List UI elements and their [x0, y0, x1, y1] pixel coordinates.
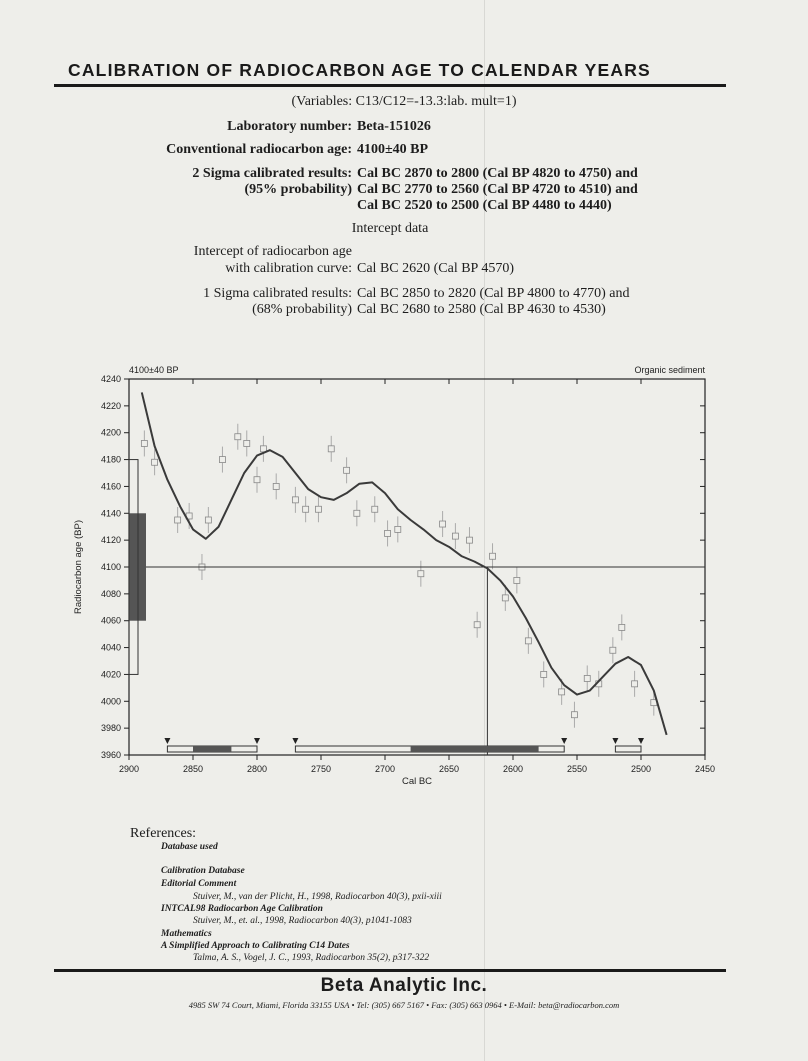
data-point [235, 434, 241, 440]
data-point [292, 497, 298, 503]
footer-rule [54, 969, 726, 972]
chart-title-right: Organic sediment [634, 365, 705, 375]
one-sigma-calendar-range [411, 746, 539, 752]
y-tick-label: 4200 [100, 427, 121, 438]
data-point [244, 440, 250, 446]
x-tick-label: 2900 [118, 764, 140, 774]
two-sigma-range-2: Cal BC 2770 to 2560 (Cal BP 4720 to 4510) and [357, 182, 638, 197]
y-tick-label: 4240 [100, 374, 121, 384]
one-sigma-label: 1 Sigma calibrated results: [203, 286, 352, 301]
reference-line: Editorial Comment [161, 879, 237, 889]
range-marker [561, 738, 567, 744]
chart-title-left: 4100±40 BP [129, 365, 179, 375]
y-tick-label: 4220 [100, 400, 121, 411]
y-tick-label: 4060 [100, 615, 121, 626]
intercept-label-2: with calibration curve: [225, 261, 352, 276]
references-heading: References: [130, 826, 197, 841]
data-point [440, 521, 446, 527]
data-point [452, 533, 458, 539]
data-point [141, 440, 147, 446]
two-sigma-probability: (95% probability) [244, 182, 352, 197]
one-sigma-range-1: Cal BC 2850 to 2820 (Cal BP 4800 to 4770) and [357, 286, 630, 301]
y-tick-label: 4140 [100, 508, 121, 519]
reference-line: Stuiver, M., et. al., 1998, Radiocarbon 40(3), p1041-1083 [193, 916, 412, 926]
y-tick-label: 4180 [100, 454, 121, 465]
y-tick-label: 4160 [100, 481, 121, 492]
contact-info: 4985 SW 74 Court, Miami, Florida 33155 USA • Tel: (305) 667 5167 • Fax: (305) 663 0964 • E-Mail: beta@radiocarbon.com [188, 1000, 620, 1010]
one-sigma-probability: (68% probability) [252, 302, 352, 317]
x-tick-label: 2750 [310, 764, 332, 774]
calibration-chart [0, 355, 808, 805]
conventional-age-label: Conventional radiocarbon age: [166, 142, 352, 157]
intercept-label-1: Intercept of radiocarbon age [193, 244, 352, 259]
range-marker [292, 738, 298, 744]
data-point [502, 595, 508, 601]
variables-line: (Variables: C13/C12=-13.3:lab. mult=1) [291, 94, 517, 109]
y-tick-label: 4000 [100, 696, 121, 707]
data-point [541, 671, 547, 677]
x-tick-label: 2600 [502, 764, 524, 774]
data-point [514, 577, 520, 583]
data-point [490, 553, 496, 559]
reference-line: INTCAL98 Radiocarbon Age Calibration [161, 904, 323, 914]
data-point [395, 526, 401, 532]
one-sigma-calendar-range [193, 746, 231, 752]
two-sigma-label: 2 Sigma calibrated results: [192, 166, 352, 181]
x-tick-label: 2650 [438, 764, 460, 774]
lab-number-value: Beta-151026 [357, 119, 431, 134]
intercept-value: Cal BC 2620 (Cal BP 4570) [357, 261, 514, 276]
x-tick-label: 2800 [246, 764, 268, 774]
reference-line: Talma, A. S., Vogel, J. C., 1993, Radiocarbon 35(2), p317-322 [193, 953, 430, 963]
x-tick-label: 2500 [630, 764, 652, 774]
y-tick-label: 3980 [100, 723, 121, 734]
lab-number-label: Laboratory number: [227, 119, 352, 134]
reference-line: Mathematics [161, 929, 212, 939]
data-point [315, 506, 321, 512]
data-point [152, 459, 158, 465]
one-sigma-range-2: Cal BC 2680 to 2580 (Cal BP 4630 to 4530) [357, 302, 606, 317]
data-point [175, 517, 181, 523]
calibration-curve [142, 392, 667, 734]
data-point [254, 477, 260, 483]
range-marker [164, 738, 170, 744]
reference-line: Stuiver, M., van der Plicht, H., 1998, Radiocarbon 40(3), pxii-xiii [193, 892, 442, 902]
reference-line: Calibration Database [161, 866, 245, 876]
y-tick-label: 4100 [100, 562, 121, 572]
data-point [328, 446, 334, 452]
data-point [466, 537, 472, 543]
two-sigma-range-3: Cal BC 2520 to 2500 (Cal BP 4480 to 4440) [357, 198, 612, 213]
two-sigma-range-1: Cal BC 2870 to 2800 (Cal BP 4820 to 4750) and [357, 166, 638, 181]
conventional-age-value: 4100±40 BP [357, 142, 429, 157]
data-point [303, 506, 309, 512]
y-tick-label: 4020 [100, 669, 121, 680]
data-point [525, 638, 531, 644]
data-point [632, 681, 638, 687]
range-marker [638, 738, 644, 744]
page-title: CALIBRATION OF RADIOCARBON AGE TO CALENDAR YEARS [68, 60, 651, 80]
y-tick-label: 4040 [100, 642, 121, 653]
data-point [344, 467, 350, 473]
data-point [474, 622, 480, 628]
two-sigma-calendar-range [615, 746, 641, 752]
reference-line: A Simplified Approach to Calibrating C14 Dates [161, 941, 350, 951]
y-tick-label: 4080 [100, 588, 121, 599]
range-marker [612, 738, 618, 744]
data-point [418, 571, 424, 577]
company-name: Beta Analytic Inc. [320, 975, 488, 996]
data-point [619, 624, 625, 630]
y-axis-label: Radiocarbon age (BP) [73, 520, 84, 614]
data-point [584, 675, 590, 681]
title-rule [54, 84, 726, 87]
data-point [273, 483, 279, 489]
data-point [571, 712, 577, 718]
x-tick-label: 2550 [566, 764, 588, 774]
data-point [205, 517, 211, 523]
x-tick-label: 2450 [694, 764, 716, 774]
data-point [354, 510, 360, 516]
reference-line: Database used [161, 842, 218, 852]
range-marker [254, 738, 260, 744]
intercept-heading: Intercept data [351, 221, 429, 236]
x-tick-label: 2850 [182, 764, 204, 774]
x-tick-label: 2700 [374, 764, 396, 774]
data-point [559, 689, 565, 695]
data-point [219, 457, 225, 463]
y-tick-label: 3960 [100, 750, 121, 760]
data-point [385, 530, 391, 536]
y-tick-label: 4120 [100, 535, 121, 546]
x-axis-label: Cal BC [401, 776, 433, 787]
data-point [610, 647, 616, 653]
data-point [372, 506, 378, 512]
